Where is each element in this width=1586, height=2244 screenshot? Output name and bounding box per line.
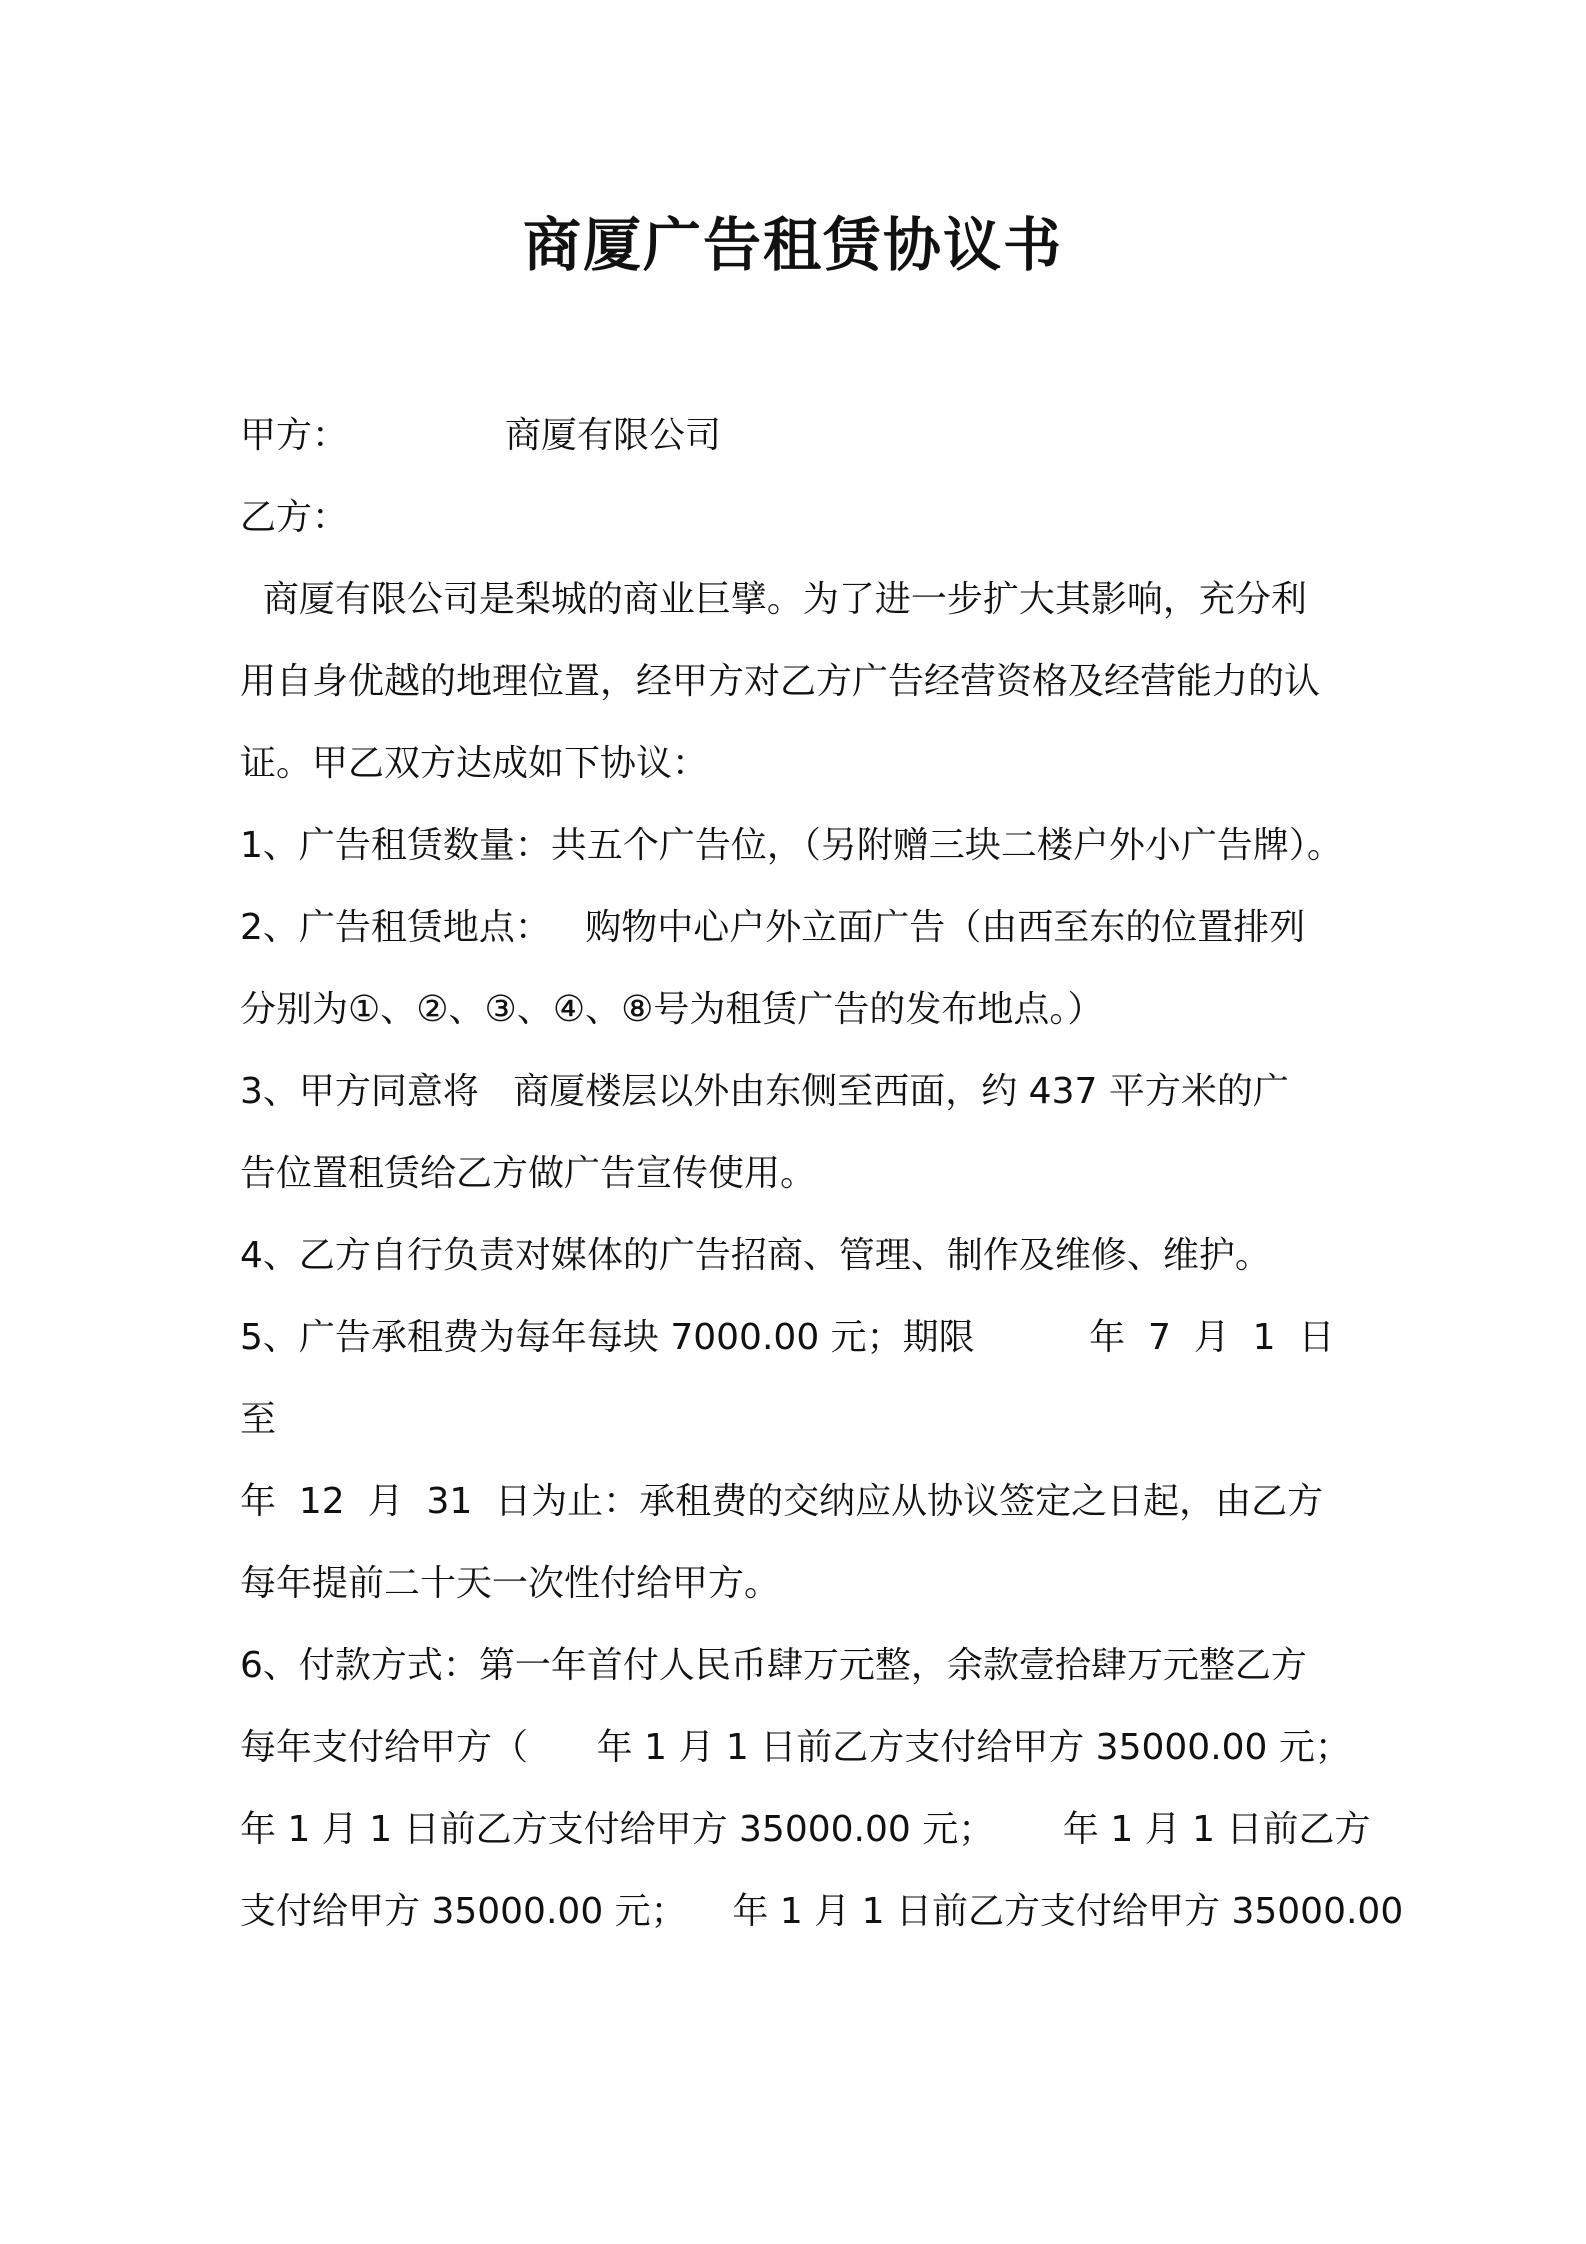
party-a-value: 商厦有限公司 bbox=[505, 415, 722, 456]
text-line-1: 商厦有限公司是梨城的商业巨擘。为了进一步扩大其影响，充分利 bbox=[240, 579, 1307, 620]
text-line-15: 每年支付给甲方（ 年 1 月 1 日前乙方支付给甲方 35000.00 元； bbox=[240, 1727, 1351, 1768]
text-line-10: 5、广告承租费为每年每块 7000.00 元；期限 年 7 月 1 日 bbox=[240, 1317, 1335, 1358]
text-line-7: 3、甲方同意将 商厦楼层以外由东侧至西面，约 437 平方米的广 bbox=[240, 1071, 1289, 1112]
text-line-8: 告位置租赁给乙方做广告宣传使用。 bbox=[240, 1153, 817, 1194]
text-line-5: 2、广告租赁地点： 购物中心户外立面广告（由西至东的位置排列 bbox=[240, 907, 1306, 948]
text-line-13: 每年提前二十天一次性付给甲方。 bbox=[240, 1563, 781, 1604]
text-line-4: 1、广告租赁数量：共五个广告位，（另附赠三块二楼户外小广告牌）。 bbox=[240, 825, 1343, 866]
party-b-label: 乙方： bbox=[240, 497, 349, 538]
party-a-label: 甲方： bbox=[240, 415, 349, 456]
text-line-12: 年 12 月 31 日为止：承租费的交纳应从协议签定之日起，由乙方 bbox=[240, 1481, 1324, 1522]
text-line-3: 证。甲乙双方达成如下协议： bbox=[240, 743, 709, 784]
text-line-14: 6、付款方式：第一年首付人民币肆万元整，余款壹拾肆万元整乙方 bbox=[240, 1645, 1307, 1686]
document-title: 商厦广告租赁协议书 bbox=[522, 211, 1063, 279]
text-line-16: 年 1 月 1 日前乙方支付给甲方 35000.00 元； 年 1 月 1 日前乙方 bbox=[240, 1809, 1371, 1850]
text-line-6: 分别为①、②、③、④、⑧号为租赁广告的发布地点。） bbox=[240, 989, 1104, 1030]
text-line-9: 4、乙方自行负责对媒体的广告招商、管理、制作及维修、维护。 bbox=[240, 1235, 1271, 1276]
text-line-11: 至 bbox=[240, 1399, 277, 1440]
text-line-2: 用自身优越的地理位置，经甲方对乙方广告经营资格及经营能力的认 bbox=[240, 661, 1321, 702]
text-line-17: 支付给甲方 35000.00 元； 年 1 月 1 日前乙方支付给甲方 35000.00 bbox=[240, 1891, 1404, 1932]
